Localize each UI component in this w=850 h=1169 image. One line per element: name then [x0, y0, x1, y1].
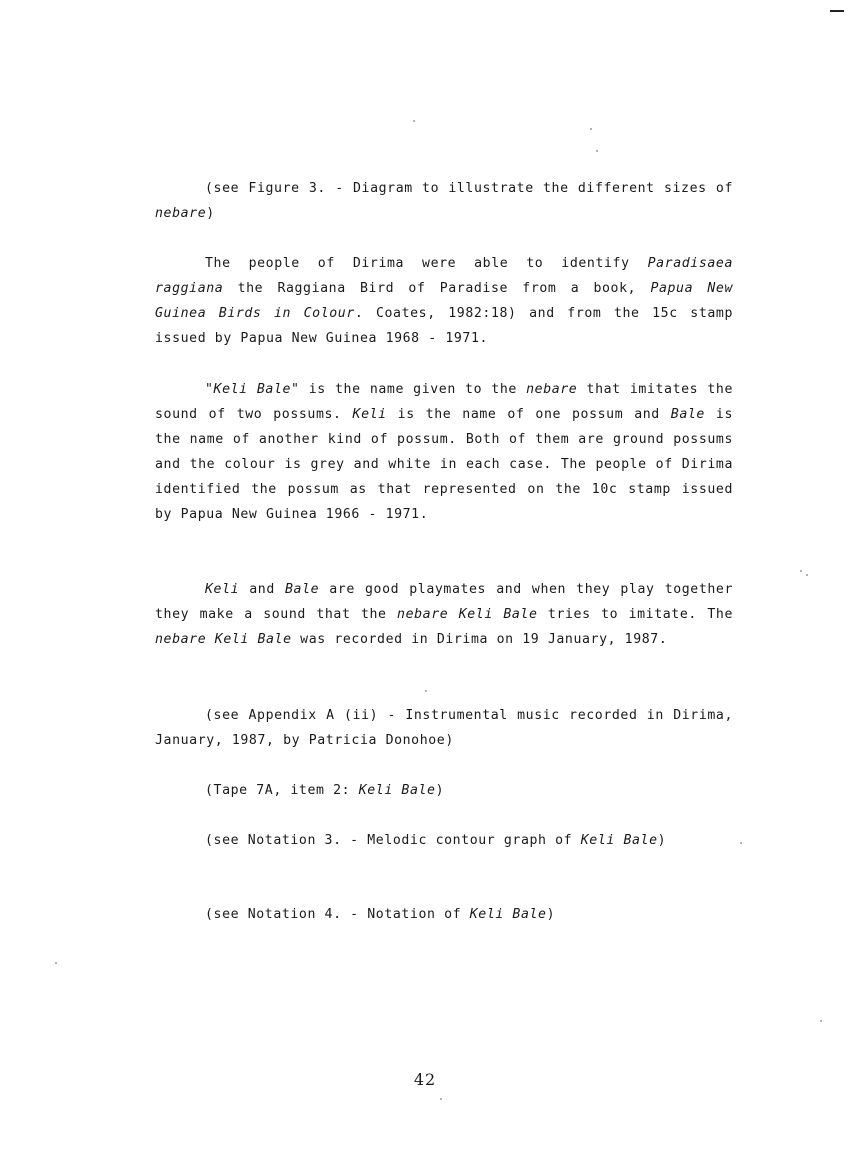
text-run: the Raggiana Bird of Paradise from a book,: [223, 281, 651, 296]
italic-text-run: nebare Keli Bale: [397, 607, 538, 622]
text-run: that imitates the sound of two possums.: [155, 382, 733, 422]
text-run: are good playmates and when they play together they make a sound that the: [155, 582, 734, 622]
text-run: . Coates, 1982:18) and from the 15c stamp issued by Papua New Guinea 1968 - 1971.: [155, 306, 733, 346]
scan-speck: [440, 1098, 442, 1100]
scan-speck: [740, 842, 742, 844]
italic-text-run: Keli Bale: [580, 833, 658, 848]
italic-text-run: "Keli Bale": [205, 382, 300, 397]
text-run: ): [206, 206, 215, 221]
paragraph-figure-reference: [155, 176, 733, 226]
text-run: ): [546, 907, 556, 922]
text-run: is the name given to the: [299, 382, 527, 397]
italic-text-run: Keli Bale: [358, 783, 436, 798]
italic-text-run: Bale: [285, 582, 320, 597]
paragraph-notation-3-reference: [155, 828, 733, 853]
scan-speck: [596, 150, 598, 152]
italic-text-run: Paradisaea raggiana: [155, 256, 733, 296]
scan-speck: [55, 962, 57, 964]
text-run: and: [239, 582, 285, 597]
italic-text-run: Keli: [205, 582, 240, 597]
italic-text-run: Papua New Guinea Birds in Colour: [155, 281, 733, 321]
italic-text-run: Bale: [670, 407, 705, 422]
scan-speck: [800, 570, 802, 572]
text-run: ): [657, 833, 667, 848]
text-run: (see Notation 4. - Notation of: [205, 907, 470, 922]
text-run: (see Figure 3. - Diagram to illustrate the different sizes of: [205, 181, 733, 196]
scan-speck: [590, 128, 592, 130]
text-run: (see Appendix A (ii) - Instrumental music recorded in Dirima, January, 1987, by Patricia Donohoe): [155, 708, 733, 748]
scan-speck: [413, 120, 415, 122]
text-run: was recorded in Dirima on 19 January, 1987.: [291, 632, 668, 647]
italic-text-run: Keli Bale: [469, 907, 547, 922]
paragraph-appendix-reference: [155, 703, 733, 753]
paragraph-paradisaea-identification: [155, 251, 733, 351]
text-run: (see Notation 3. - Melodic contour graph of: [205, 833, 581, 848]
paragraph-notation-4-reference: [155, 902, 733, 927]
text-run: The people of Dirima were able to identify: [205, 256, 648, 271]
italic-text-run: nebare Keli Bale: [155, 632, 292, 647]
text-run: is the name of another kind of possum. Both of them are ground possums and the colour is grey and white in each case. The people of Dirima identified the possum as that represented on the 10c stamp issued by Papua New Guinea 1966 - 1971.: [155, 407, 733, 522]
scan-edge-mark: [830, 10, 844, 12]
paragraph-keli-bale-name: [155, 377, 733, 527]
scan-speck: [425, 690, 427, 692]
scan-speck: [806, 574, 808, 576]
text-run: tries to imitate. The: [537, 607, 733, 622]
page-number: 42: [413, 1070, 437, 1089]
scan-speck: [820, 1020, 822, 1022]
text-run: is the name of one possum and: [386, 407, 671, 422]
paragraph-tape-reference: [155, 778, 733, 803]
text-run: (Tape 7A, item 2:: [205, 783, 359, 798]
text-run: ): [435, 783, 445, 798]
paragraph-playmates: [155, 577, 733, 652]
italic-text-run: nebare: [526, 382, 578, 397]
italic-text-run: nebare: [155, 206, 207, 221]
italic-text-run: Keli: [352, 407, 387, 422]
